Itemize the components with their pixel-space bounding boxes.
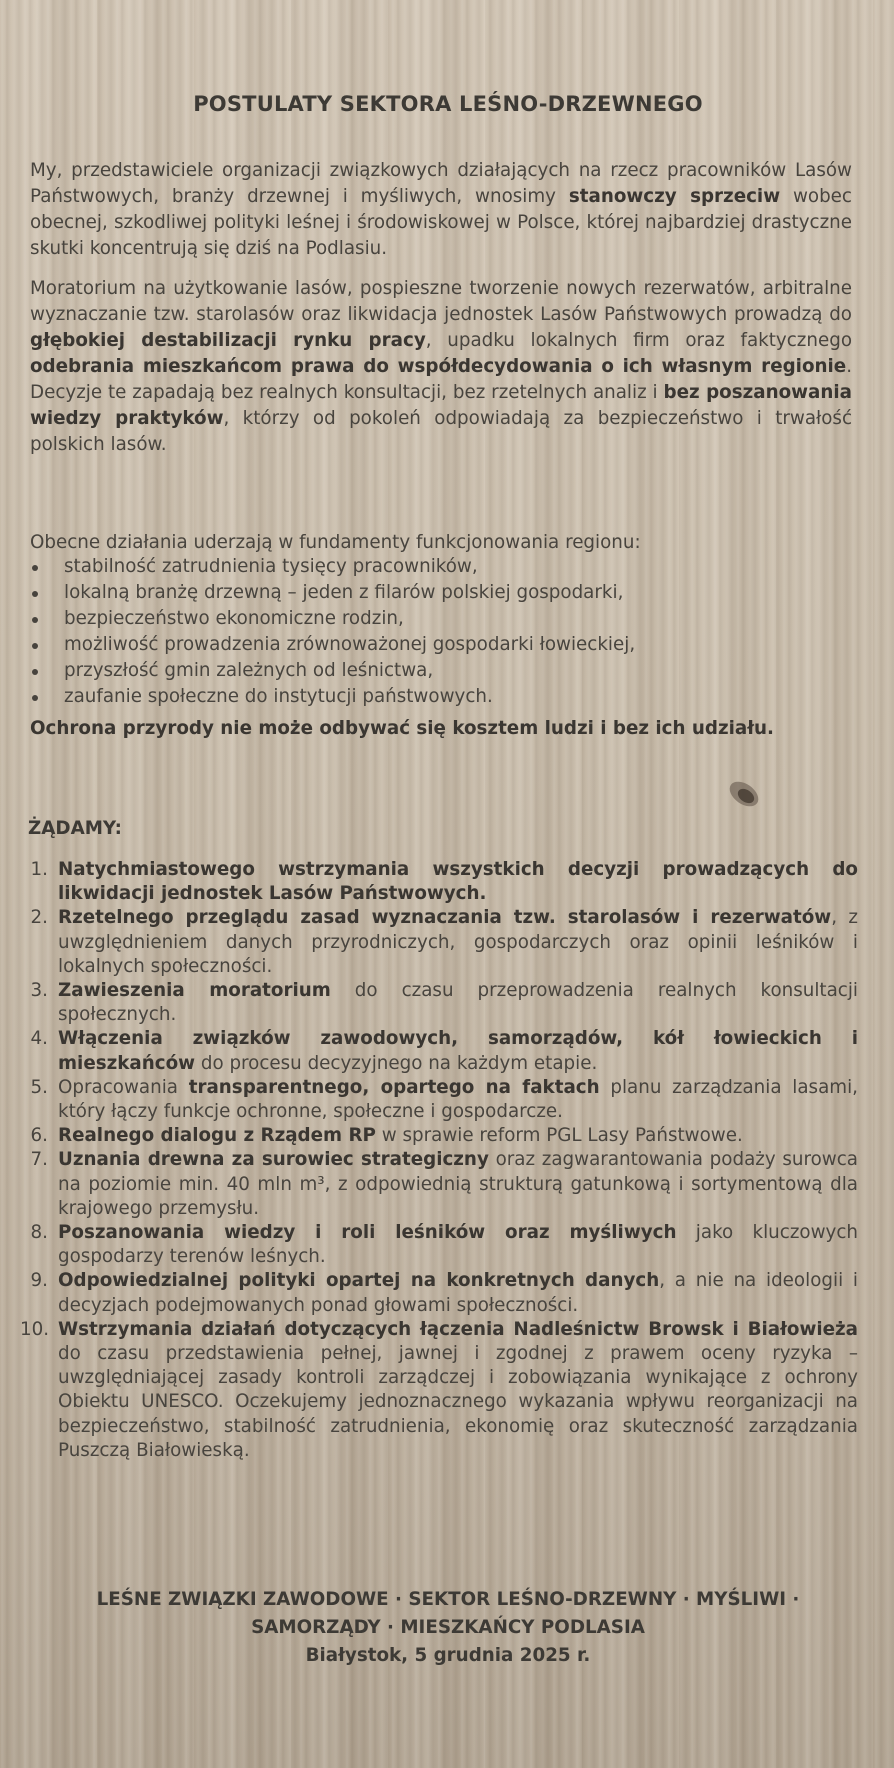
demand-number: 3. (30, 980, 48, 1002)
demand-item: 2. Rzetelnego przeglądu zasad wyznaczania tzw. starolasów i rezerwatów, z uwzględnieniem danych przyrodniczych, gospodarczych oraz opinii leśników i lokalnych społeczności. (20, 906, 858, 979)
demand-number: 1. (30, 859, 48, 880)
list-item: lokalną branżę drzewną – jeden z filarów polskiej gospodarki, (28, 580, 850, 606)
demand-item: 3. Zawieszenia moratorium do czasu przeprowadzenia realnych konsultacji społecznych. (20, 979, 858, 1027)
document-title: POSTULATY SEKTORA LEŚNO-DRZEWNEGO (193, 92, 703, 116)
bullet-icon (32, 669, 38, 675)
demand-item: 7. Uznania drewna za surowiec strategiczny oraz zagwarantowania podaży surowca na poziomie min. 40 mln m³, z odpowiednią strukturą gatunkową i sortymentową dla krajowego przemysłu. (20, 1148, 858, 1221)
demand-number: 7. (30, 1149, 48, 1171)
bullet-intro: Obecne działania uderzają w fundamenty funkcjonowania regionu: (30, 532, 641, 553)
demand-number: 5. (30, 1076, 48, 1098)
demand-item: 1. Natychmiastowego wstrzymania wszystkich decyzji prowadzących do likwidacji jednostek Lasów Państwowych. (20, 858, 858, 906)
bullet-icon (32, 643, 38, 649)
list-item: stabilność zatrudnienia tysięcy pracowników, (28, 554, 850, 580)
demand-item: 8. Poszanowania wiedzy i roli leśników oraz myśliwych jako kluczowych gospodarzy terenów leśnych. (20, 1221, 858, 1269)
signature-line: LEŚNE ZWIĄZKI ZAWODOWE · SEKTOR LEŚNO-DRZEWNY · MYŚLIWI · (96, 1589, 800, 1610)
demand-item: 6. Realnego dialogu z Rządem RP w sprawie reform PGL Lasy Państwowe. (20, 1124, 858, 1148)
wood-knot-icon (718, 772, 770, 812)
demand-number: 9. (30, 1270, 48, 1292)
demand-item: 9. Odpowiedzialnej polityki opartej na konkretnych danych, a nie na ideologii i decyzjach podejmowanych ponad głowami społeczności. (20, 1269, 858, 1317)
impact-list (28, 554, 850, 710)
callout-statement: Ochrona przyrody nie może odbywać się kosztem ludzi i bez ich udziału. (30, 718, 774, 739)
bullet-icon (32, 695, 38, 701)
list-item: zaufanie społeczne do instytucji państwowych. (28, 684, 850, 710)
demand-number: 2. (30, 907, 48, 929)
bullet-icon (32, 617, 38, 623)
demand-number: 10. (20, 1318, 50, 1340)
demand-item: 4. Włączenia związków zawodowych, samorządów, kół łowieckich i mieszkańców do procesu decyzyjnego na każdym etapie. (20, 1027, 858, 1075)
list-item: przyszłość gmin zależnych od leśnictwa, (28, 658, 850, 684)
signature-date: Białystok, 5 grudnia 2025 r. (305, 1645, 591, 1666)
demand-item: 5. Opracowania transparentnego, opartego na faktach planu zarządzania lasami, który łączy funkcje ochronne, społeczne i gospodarcze. (20, 1076, 858, 1124)
signature-line: SAMORZĄDY · MIESZKAŃCY PODLASIA (251, 1617, 645, 1638)
bullet-icon (32, 591, 38, 597)
list-item: bezpieczeństwo ekonomiczne rodzin, (28, 606, 850, 632)
bullet-icon (32, 565, 38, 571)
demand-item: 10. Wstrzymania działań dotyczących łączenia Nadleśnictw Browsk i Białowieża do czasu przedstawienia pełnej, jawnej i zgodnej z prawem oceny ryzyka – uwzględniającej zasady kontroli zarządczej i zobowiązania wynikające z ochrony Obiektu UNESCO. Oczekujemy jednoznacznego wykazania wpływu reorganizacji na bezpieczeństwo, stabilność zatrudnienia, ekonomię oraz skuteczność zarządzania Puszczą Białowieską. (20, 1318, 858, 1461)
demand-number: 6. (30, 1125, 48, 1147)
demand-number: 8. (30, 1222, 48, 1244)
list-item: możliwość prowadzenia zrównoważonej gospodarki łowieckiej, (28, 632, 850, 658)
paragraph-protest: My, przedstawiciele organizacji związkowych działających na rzecz pracowników Lasów Państwowych, branży drzewnej i myśliwych, wnosimy stanowczy sprzeciw wobec obecnej, szkodliwej polityki leśnej i środowiskowej w Polsce, której najbardziej drastyczne skutki koncentrują się dziś na Podlasiu. (30, 160, 852, 259)
demand-number: 4. (30, 1028, 48, 1050)
demands-list (20, 858, 858, 1463)
demands-heading: ŻĄDAMY: (28, 818, 122, 839)
paragraph-moratorium: Moratorium na użytkowanie lasów, pospieszne tworzenie nowych rezerwatów, arbitralne wyznaczanie tzw. starolasów oraz likwidacja jednostek Lasów Państwowych prowadzą do głębokiej destabilizacji rynku pracy, upadku lokalnych firm oraz faktycznego odebrania mieszkańcom prawa do współdecydowania o ich własnym regionie. Decyzje te zapadają bez realnych konsultacji, bez rzetelnych analiz i bez poszanowania wiedzy praktyków, którzy od pokoleń odpowiadają za bezpieczeństwo i trwałość polskich lasów. (30, 278, 853, 455)
